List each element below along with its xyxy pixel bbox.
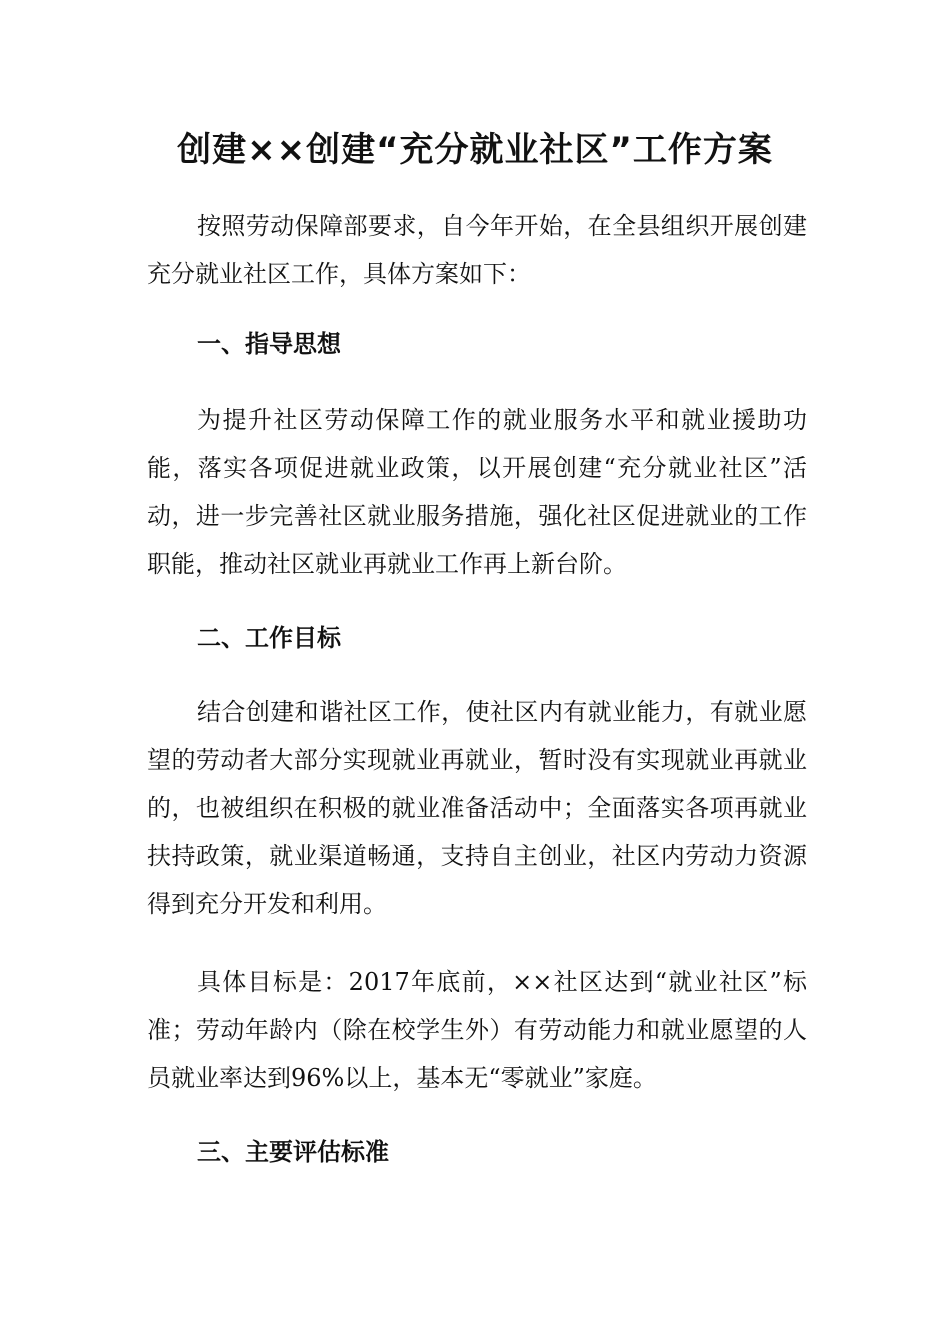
section-heading-evaluation-standards: 三、主要评估标准 xyxy=(197,1138,389,1166)
section-paragraph-guiding-thought: 为提升社区劳动保障工作的就业服务水平和就业援助功能，落实各项促进就业政策，以开展创建“充分就业社区”活动，进一步完善社区就业服务措施，强化社区促进就业的工作职能，推动社区就业再就业工作再上新台阶。 xyxy=(147,406,807,578)
document-title: 创建××创建“充分就业社区”工作方案 xyxy=(177,130,773,170)
intro-paragraph: 按照劳动保障部要求，自今年开始，在全县组织开展创建充分就业社区工作，具体方案如下： xyxy=(147,212,807,288)
section-heading-guiding-thought: 一、指导思想 xyxy=(197,330,341,358)
section-paragraph-work-goals: 结合创建和谐社区工作，使社区内有就业能力，有就业愿望的劳动者大部分实现就业再就业，暂时没有实现就业再就业的，也被组织在积极的就业准备活动中；全面落实各项再就业扶持政策，就业渠道畅通，支持自主创业，社区内劳动力资源得到充分开发和利用。 xyxy=(147,698,807,918)
section-paragraph-specific-goals: 具体目标是：2017年底前，××社区达到“就业社区”标准；劳动年龄内（除在校学生外）有劳动能力和就业愿望的人员就业率达到96%以上，基本无“零就业”家庭。 xyxy=(147,968,807,1092)
section-heading-work-goals: 二、工作目标 xyxy=(197,624,341,652)
